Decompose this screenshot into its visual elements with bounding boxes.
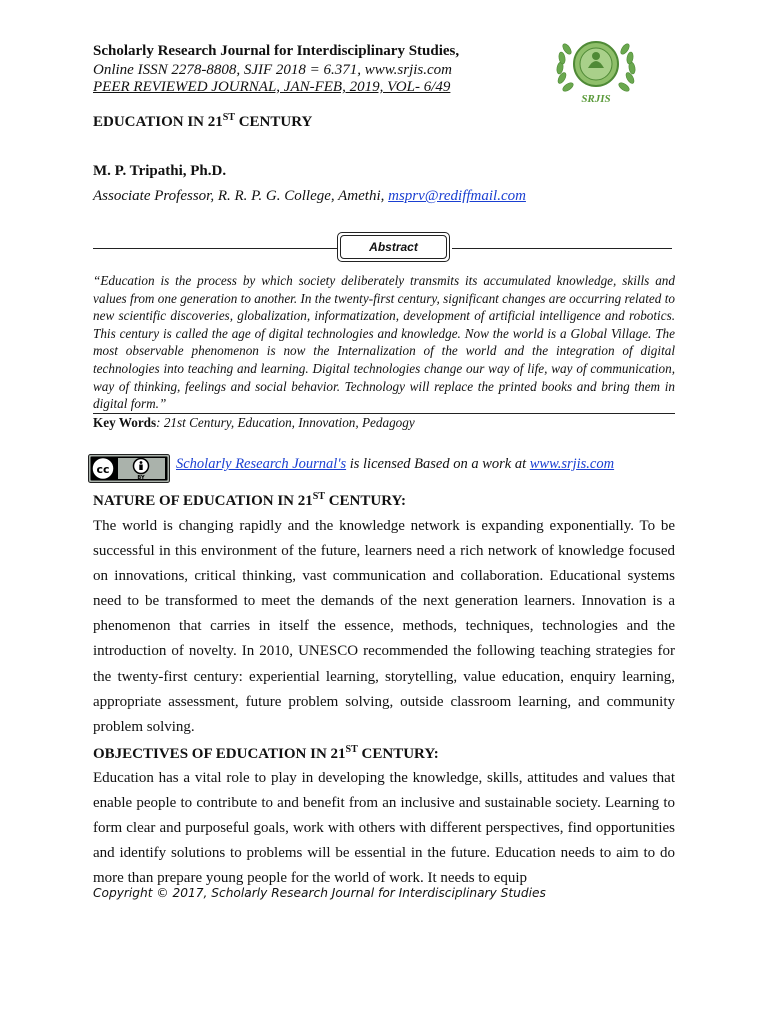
journal-license-link[interactable]: Scholarly Research Journal's bbox=[176, 456, 347, 472]
abstract-divider-left bbox=[93, 248, 337, 249]
section-body-objectives: Education has a vital role to play in developing the knowledge, skills, attitudes and values that enable people to contribute to and benefit from an inclusive and sustainable society. Learning to form clear and purposeful goals, work with others with different perspectives, find opportunities and identify solutions to problems will be essential in the future. Education needs to aim to do more than prepare young people for the world of work. It needs to equip bbox=[93, 770, 675, 887]
paper-title: EDUCATION IN 21ST CENTURY bbox=[93, 112, 313, 130]
keywords-list: : 21st Century, Education, Innovation, Pedagogy bbox=[156, 415, 415, 430]
section-body-nature: The world is changing rapidly and the knowledge network is expanding exponentially. To be successful in this environment of the future, learners need a rich network of knowledge focused on innovations, critical thinking, vast communication and collaboration. Educational systems need to be transformed to meet the demands of the next generation learners. Innovation is a phenomenon that carries in itself the essence, methods, techniques, technologies and the introduction of novelty. In 2010, UNESCO recommended the following teaching strategies for the twenty-first century: experiential learning, storytelling, value education, enquiry learning, appropriate assessment, future problem solving, outside classroom learning, and community problem solving. bbox=[93, 518, 675, 735]
section-heading-objectives: OBJECTIVES OF EDUCATION IN 21ST CENTURY: bbox=[93, 744, 439, 762]
journal-title: Scholarly Research Journal for Interdisciplinary Studies, bbox=[93, 43, 460, 59]
copyright-footer: Copyright © 2017, Scholarly Research Journal for Interdisciplinary Studies bbox=[93, 886, 546, 900]
svg-text:SRJIS: SRJIS bbox=[581, 93, 611, 105]
abstract-label-box bbox=[337, 232, 450, 262]
journal-issn-line: Online ISSN 2278-8808, SJIF 2018 = 6.371, www.srjis.com bbox=[93, 62, 452, 78]
author-name: M. P. Tripathi, Ph.D. bbox=[93, 163, 227, 179]
license-statement: Scholarly Research Journal's is licensed Based on a work at www.srjis.com bbox=[176, 456, 615, 472]
author-affiliation: Associate Professor, R. R. P. G. College, Amethi, msprv@rediffmail.com bbox=[93, 188, 526, 204]
keywords-line bbox=[93, 415, 415, 431]
author-email-link[interactable]: msprv@rediffmail.com bbox=[388, 188, 526, 204]
section-heading-nature: NATURE OF EDUCATION IN 21ST CENTURY: bbox=[93, 491, 406, 509]
keywords-label: Key Words bbox=[93, 415, 157, 430]
cc-by-license-icon bbox=[88, 454, 170, 483]
srjis-site-link[interactable]: www.srjis.com bbox=[529, 456, 615, 472]
srjis-logo bbox=[548, 34, 644, 106]
abstract-text: “Education is the process by which society deliberately transmits its accumulated knowledge, skills and values from one generation to another. In the twenty-first century, significant changes are occurring related to new scientific discoveries, globalization, informatization, development of artificial intelligence and robotics. This century is called the age of digital technologies and knowledge. Now the world is a Global Village. The most observable phenomenon is now the Internalization of the world and the integration of digital technologies into teaching and learning. Digital technologies change our way of life, way of communication, way of thinking, feelings and social behavior. Technology will replace the printed books and bring them in digital form.” bbox=[93, 273, 675, 412]
abstract-bottom-rule bbox=[93, 413, 675, 414]
abstract-label: Abstract bbox=[340, 235, 447, 259]
svg-text:cc: cc bbox=[96, 463, 110, 476]
journal-issue-line: PEER REVIEWED JOURNAL, JAN-FEB, 2019, VOL- 6/49 bbox=[93, 79, 451, 95]
abstract-divider-right bbox=[452, 248, 672, 249]
svg-text:BY: BY bbox=[137, 475, 145, 481]
